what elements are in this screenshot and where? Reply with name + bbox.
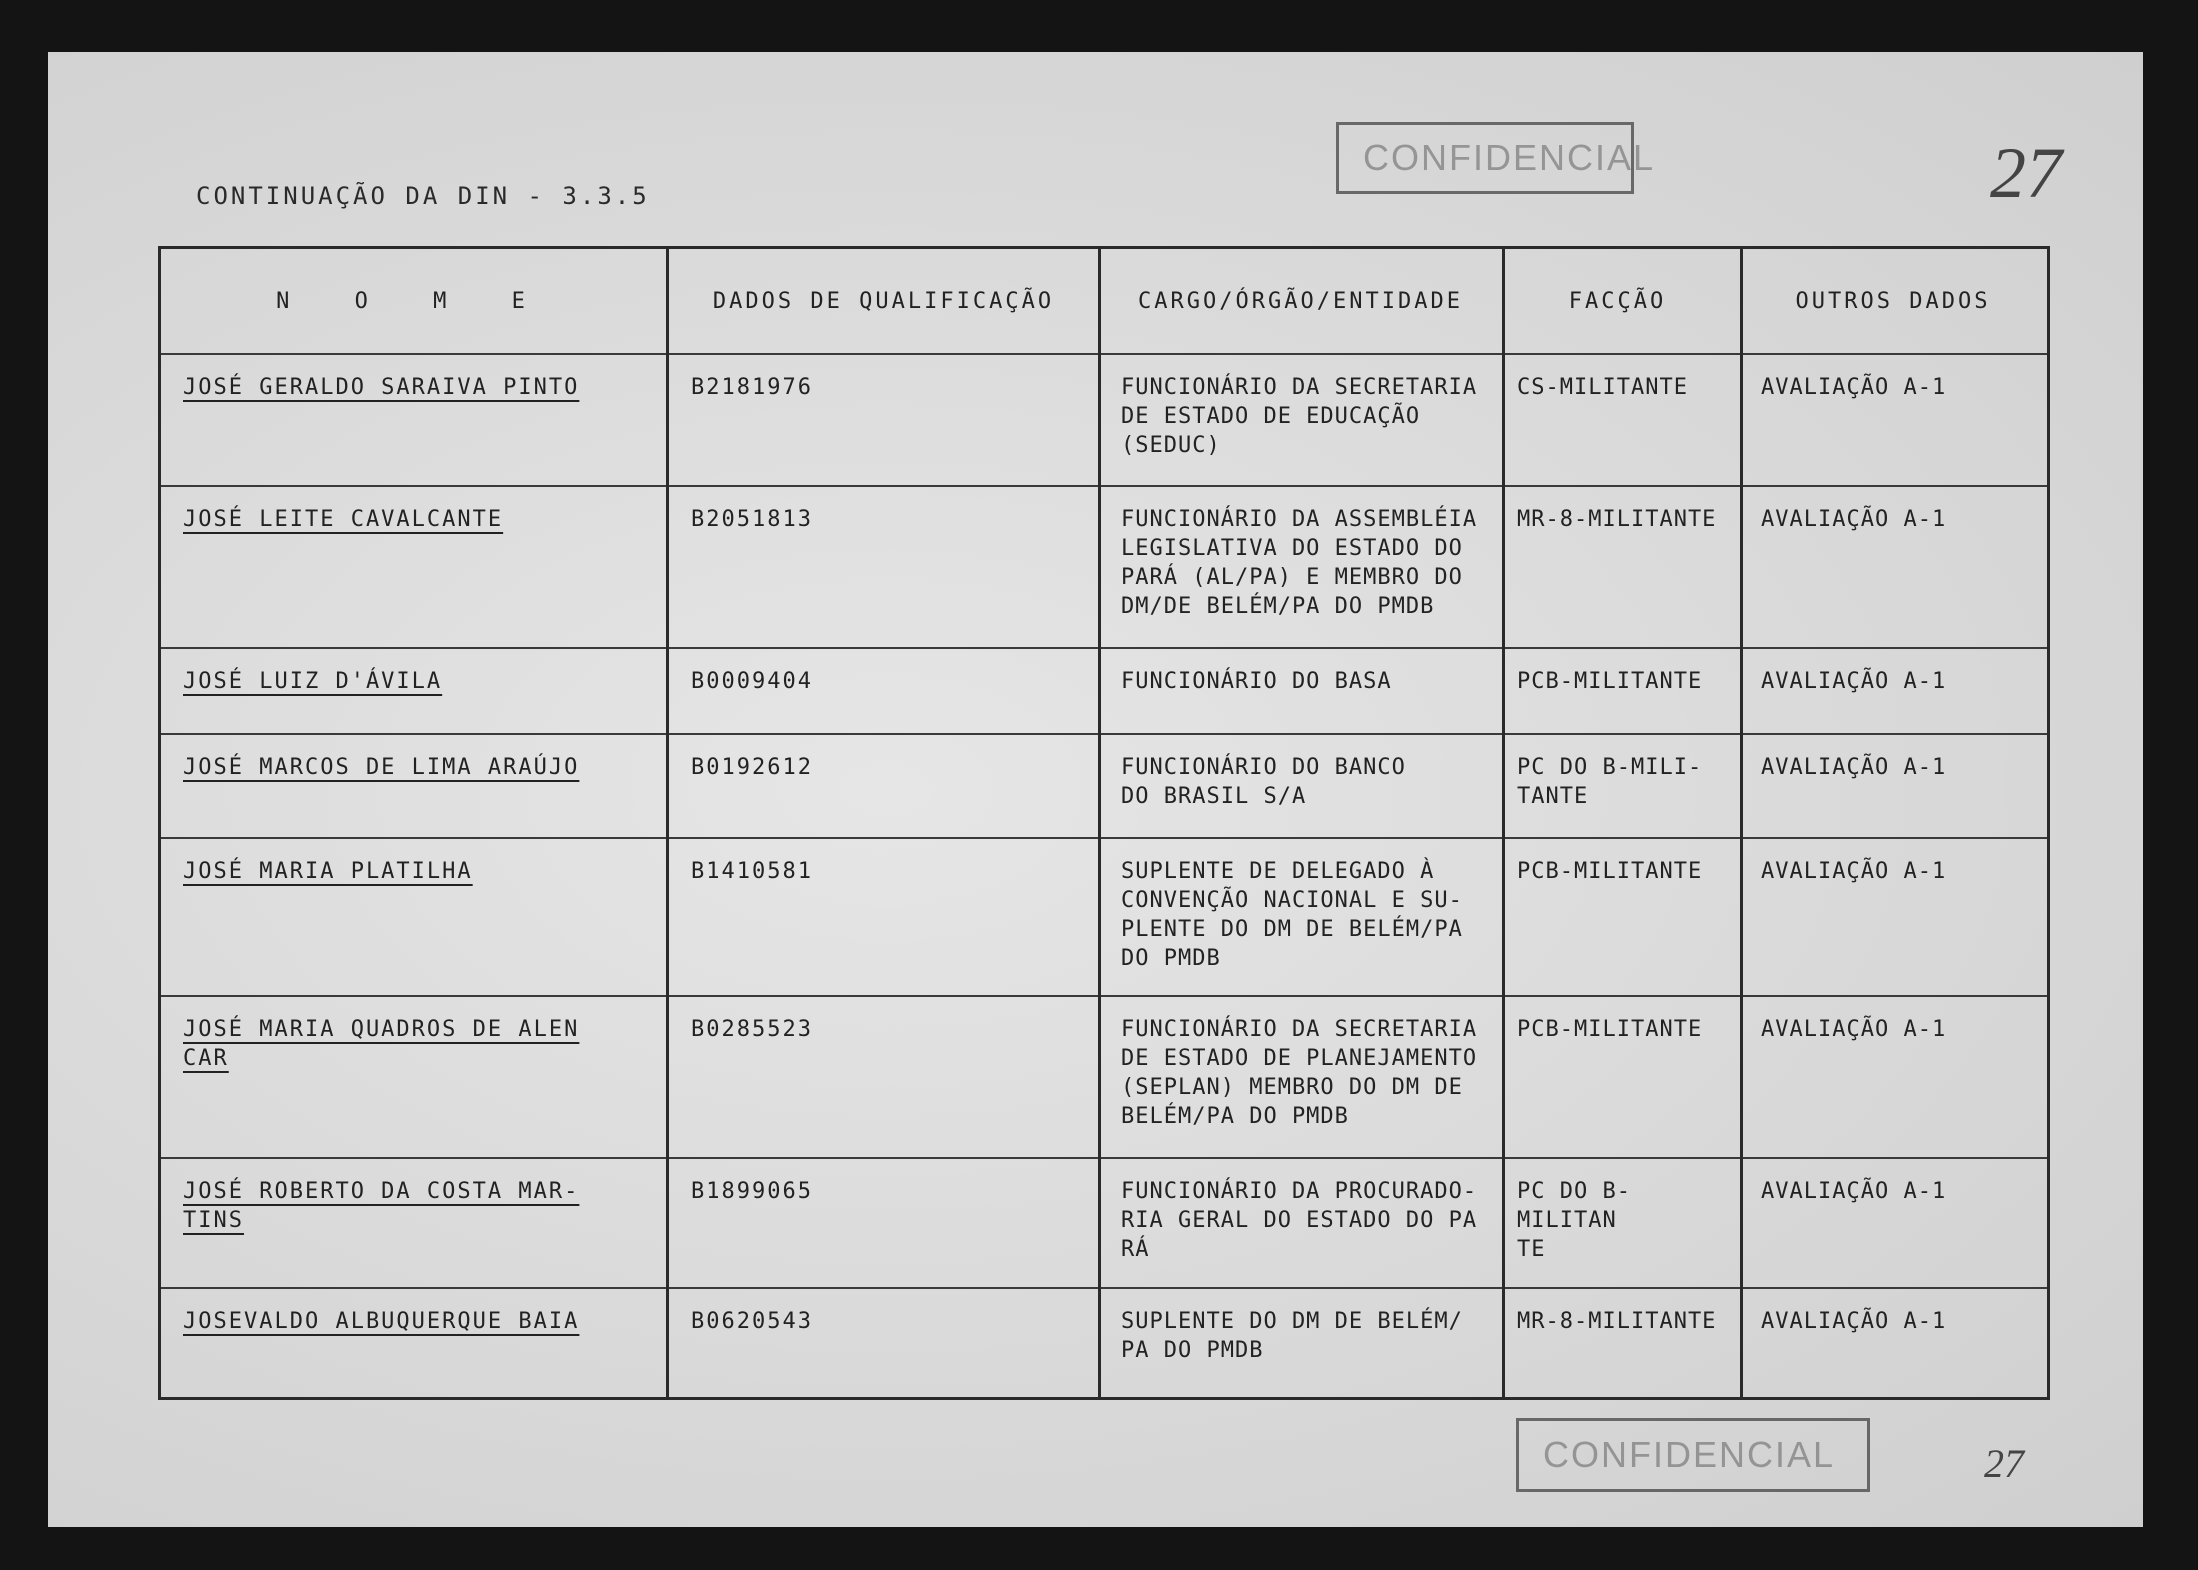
table-row [161,1287,2047,1397]
table-row [161,995,2047,1159]
cell-nome: JOSÉ MARIA PLATILHA [161,837,669,995]
table-row [161,1157,2047,1289]
cell-cargo: FUNCIONÁRIO DO BASA [1101,647,1505,733]
cell-dados: B0009404 [669,647,1101,733]
qualification-table [158,246,2050,1400]
cell-outros: AVALIAÇÃO A-1 [1761,1309,1947,1334]
cell-faccao: PC DO B-MILI- TANTE [1505,733,1743,837]
cell-outros: AVALIAÇÃO A-1 [1761,859,1947,884]
confidential-stamp-top: CONFIDENCIAL [1336,122,1634,194]
cell-outros: AVALIAÇÃO A-1 [1761,755,1947,780]
cell-outros: AVALIAÇÃO A-1 [1761,1179,1947,1204]
cell-faccao: PCB-MILITANTE [1505,647,1743,733]
cell-dados: B0285523 [669,995,1101,1157]
cell-dados: B1899065 [669,1157,1101,1287]
cell-faccao: PCB-MILITANTE [1505,837,1743,995]
cell-dados: B2181976 [669,353,1101,485]
cell-cargo: FUNCIONÁRIO DA SECRETARIA DE ESTADO DE PLANEJAMENTO (SEPLAN) MEMBRO DO DM DE BELÉM/PA DO PMDB [1101,995,1505,1157]
cell-nome: JOSÉ LEITE CAVALCANTE [161,485,669,647]
cell-outros: AVALIAÇÃO A-1 [1761,375,1947,400]
table-row [161,733,2047,839]
cell-nome: JOSÉ MARCOS DE LIMA ARAÚJO [161,733,669,837]
column-header-faccao: FACÇÃO [1505,249,1743,353]
column-header-cargo: CARGO/ÓRGÃO/ENTIDADE [1101,249,1505,353]
cell-dados: B0620543 [669,1287,1101,1397]
cell-dados: B1410581 [669,837,1101,995]
confidential-stamp-bottom: CONFIDENCIAL [1516,1418,1870,1492]
cell-faccao: PC DO B-MILITAN TE [1505,1157,1743,1287]
table-header-row [161,249,2047,355]
table-row [161,647,2047,735]
cell-faccao: MR-8-MILITANTE [1505,1287,1743,1397]
cell-outros: AVALIAÇÃO A-1 [1761,669,1947,694]
cell-nome: JOSÉ LUIZ D'ÁVILA [161,647,669,733]
cell-faccao: PCB-MILITANTE [1505,995,1743,1157]
cell-dados: B2051813 [669,485,1101,647]
table-row [161,485,2047,649]
cell-nome: JOSEVALDO ALBUQUERQUE BAIA [161,1287,669,1397]
table-row [161,353,2047,487]
page-number-top: 27 [1990,133,2062,213]
cell-faccao: MR-8-MILITANTE [1505,485,1743,647]
cell-nome: JOSÉ GERALDO SARAIVA PINTO [161,353,669,485]
cell-cargo: SUPLENTE DE DELEGADO À CONVENÇÃO NACIONAL E SU- PLENTE DO DM DE BELÉM/PA DO PMDB [1101,837,1505,995]
cell-nome: JOSÉ ROBERTO DA COSTA MAR- TINS [161,1157,669,1287]
cell-cargo: FUNCIONÁRIO DA PROCURADO- RIA GERAL DO ESTADO DO PA RÁ [1101,1157,1505,1287]
column-header-dados: DADOS DE QUALIFICAÇÃO [669,249,1101,353]
cell-cargo: FUNCIONÁRIO DO BANCO DO BRASIL S/A [1101,733,1505,837]
cell-dados: B0192612 [669,733,1101,837]
table-row [161,837,2047,997]
cell-cargo: SUPLENTE DO DM DE BELÉM/ PA DO PMDB [1101,1287,1505,1397]
cell-cargo: FUNCIONÁRIO DA SECRETARIA DE ESTADO DE EDUCAÇÃO (SEDUC) [1101,353,1505,485]
continuation-header: CONTINUAÇÃO DA DIN - 3.3.5 [196,182,650,210]
cell-nome: JOSÉ MARIA QUADROS DE ALEN CAR [161,995,669,1157]
column-header-outros: OUTROS DADOS [1795,289,1991,314]
cell-outros: AVALIAÇÃO A-1 [1761,1017,1947,1042]
cell-cargo: FUNCIONÁRIO DA ASSEMBLÉIA LEGISLATIVA DO ESTADO DO PARÁ (AL/PA) E MEMBRO DO DM/DE BELÉM/PA DO PMDB [1101,485,1505,647]
column-header-nome: N O M E [161,249,669,353]
cell-outros: AVALIAÇÃO A-1 [1761,507,1947,532]
page-number-bottom: 27 [1984,1441,2024,1486]
cell-faccao: CS-MILITANTE [1505,353,1743,485]
